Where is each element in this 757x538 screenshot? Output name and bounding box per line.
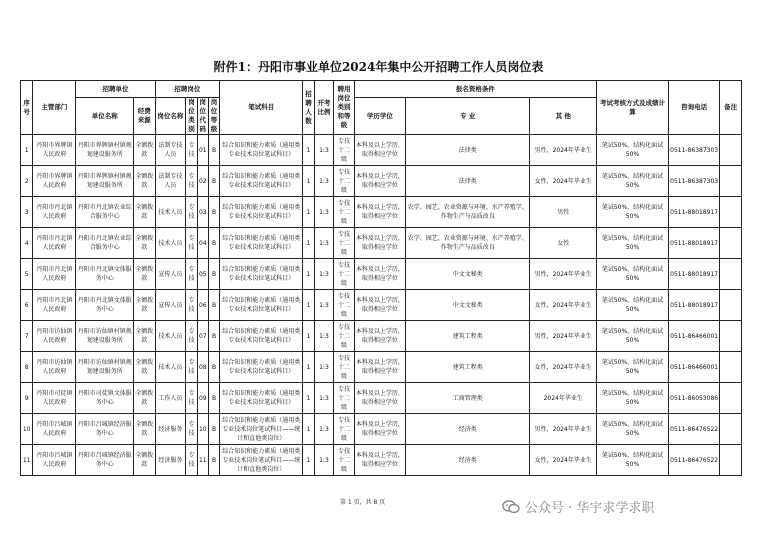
cell-dept: 丹阳市界牌镇人民政府	[33, 166, 76, 197]
table-body	[21, 135, 742, 476]
cell-phone: 0511-88018917	[668, 290, 719, 321]
cell-post-code: 04	[197, 228, 208, 259]
cell-major: 中文文秘类	[406, 259, 530, 290]
table-row	[21, 445, 742, 476]
cell-education: 本科及以上学历，取得相应学位	[354, 383, 405, 414]
cell-post-name: 经济服务	[155, 445, 186, 476]
cell-exam-subject: 综合知识和能力素质（通用类专业技术岗位笔试科目）	[220, 166, 303, 197]
cell-other: 女性，2024年毕业生	[530, 166, 597, 197]
table-row	[21, 290, 742, 321]
cell-dept: 丹阳市吕城镇人民政府	[33, 414, 76, 445]
header-major: 专 业	[406, 98, 530, 135]
cell-education: 本科及以上学历，取得相应学位	[354, 290, 405, 321]
cell-method: 笔试50%，结构化面试50%	[597, 135, 669, 166]
cell-seq: 8	[21, 352, 33, 383]
cell-major: 农学、园艺、农业资源与环境、水产养殖学、作物生产与品质改良	[406, 228, 530, 259]
cell-seq: 10	[21, 414, 33, 445]
cell-count: 1	[303, 383, 314, 414]
cell-post-level: 专技十二级	[334, 445, 355, 476]
header-post-code: 岗位代码	[197, 98, 208, 135]
header-seq: 序号	[21, 81, 33, 135]
cell-post-name: 经济服务	[155, 414, 186, 445]
cell-phone: 0511-88018917	[668, 259, 719, 290]
cell-education: 本科及以上学历，取得相应学位	[354, 166, 405, 197]
cell-count: 1	[303, 135, 314, 166]
cell-post-grade: B	[208, 352, 219, 383]
cell-post-code: 05	[197, 259, 208, 290]
cell-exam-subject: 综合知识和能力素质（通用类专业技术岗位笔试科目——统计和直他类岗位）	[220, 445, 303, 476]
cell-method: 笔试50%，结构化面试50%	[597, 259, 669, 290]
cell-seq: 11	[21, 445, 33, 476]
table-row	[21, 166, 742, 197]
cell-unit-name: 丹阳市司徒镇文体服务中心	[76, 383, 134, 414]
cell-post-type: 专技	[186, 445, 197, 476]
cell-exam-subject: 综合知识和能力素质（通用类专业技术岗位笔试科目）	[220, 197, 303, 228]
cell-phone: 0511-86466001	[668, 321, 719, 352]
cell-seq: 2	[21, 166, 33, 197]
cell-major: 经济类	[406, 445, 530, 476]
header-note: 备注	[720, 81, 742, 135]
cell-education: 本科及以上学历，取得相应学位	[354, 414, 405, 445]
cell-ratio: 1:3	[314, 228, 334, 259]
header-funding: 经费来源	[133, 98, 155, 135]
cell-ratio: 1:3	[314, 290, 334, 321]
header-ratio: 开考比例	[314, 81, 334, 135]
cell-post-name: 法制专技人员	[155, 135, 186, 166]
cell-post-code: 08	[197, 352, 208, 383]
cell-dept: 丹阳市访仙镇人民政府	[33, 352, 76, 383]
cell-other: 男性	[530, 197, 597, 228]
cell-post-level: 专技十二级	[334, 383, 355, 414]
header-education: 学历学位	[354, 98, 405, 135]
cell-unit-name: 丹阳市丹北镇文体服务中心	[76, 259, 134, 290]
cell-funding: 全额拨款	[133, 228, 155, 259]
cell-dept: 丹阳市访仙镇人民政府	[33, 321, 76, 352]
cell-funding: 全额拨款	[133, 197, 155, 228]
header-conditions-group: 报名资格条件	[354, 81, 596, 98]
cell-seq: 1	[21, 135, 33, 166]
cell-funding: 全额拨款	[133, 445, 155, 476]
cell-ratio: 1:3	[314, 135, 334, 166]
cell-dept: 丹阳市丹北镇人民政府	[33, 259, 76, 290]
cell-exam-subject: 综合知识和能力素质（通用类专业技术岗位笔试科目）	[220, 352, 303, 383]
cell-other: 男性，2024年毕业生	[530, 259, 597, 290]
cell-post-code: 03	[197, 197, 208, 228]
cell-unit-name: 丹阳市丹北镇文体服务中心	[76, 290, 134, 321]
cell-funding: 全额拨款	[133, 290, 155, 321]
cell-method: 笔试50%，结构化面试50%	[597, 197, 669, 228]
cell-major: 中文文秘类	[406, 290, 530, 321]
cell-other: 女性，2024年毕业生	[530, 352, 597, 383]
cell-ratio: 1:3	[314, 197, 334, 228]
cell-post-type: 专技	[186, 197, 197, 228]
cell-count: 1	[303, 197, 314, 228]
cell-post-type: 专技	[186, 135, 197, 166]
cell-post-grade: B	[208, 197, 219, 228]
cell-dept: 丹阳市吕城镇人民政府	[33, 445, 76, 476]
cell-post-type: 专技	[186, 228, 197, 259]
cell-ratio: 1:3	[314, 166, 334, 197]
header-post-group: 招聘岗位	[155, 81, 220, 98]
cell-unit-name: 丹阳市访仙镇村镇规划建设服务所	[76, 352, 134, 383]
cell-exam-subject: 综合知识和能力素质（通用类专业技术岗位笔试科目）	[220, 321, 303, 352]
cell-post-grade: B	[208, 228, 219, 259]
cell-post-level: 专技十二级	[334, 166, 355, 197]
cell-note	[720, 414, 742, 445]
cell-phone: 0511-86053086	[668, 383, 719, 414]
cell-major: 经济类	[406, 414, 530, 445]
cell-other: 男性，2024年毕业生	[530, 321, 597, 352]
header-post-type: 岗位类别	[186, 98, 197, 135]
cell-count: 1	[303, 259, 314, 290]
cell-seq: 5	[21, 259, 33, 290]
cell-note	[720, 383, 742, 414]
table-row	[21, 352, 742, 383]
cell-phone: 0511-86476522	[668, 445, 719, 476]
cell-post-type: 专技	[186, 383, 197, 414]
cell-phone: 0511-86387303	[668, 166, 719, 197]
cell-method: 笔试50%，结构化面试50%	[597, 290, 669, 321]
cell-post-type: 专技	[186, 321, 197, 352]
cell-ratio: 1:3	[314, 445, 334, 476]
cell-dept: 丹阳市丹北镇人民政府	[33, 290, 76, 321]
cell-note	[720, 321, 742, 352]
cell-unit-name: 丹阳市丹北镇农业综合服务中心	[76, 197, 134, 228]
cell-dept: 丹阳市界牌镇人民政府	[33, 135, 76, 166]
cell-post-name: 宣传人员	[155, 290, 186, 321]
cell-note	[720, 228, 742, 259]
cell-unit-name: 丹阳市界牌镇村镇规划建设服务所	[76, 166, 134, 197]
cell-major: 建筑工程类	[406, 352, 530, 383]
header-phone: 咨询电话	[668, 81, 719, 135]
cell-other: 男性，2024年毕业生	[530, 414, 597, 445]
cell-post-grade: B	[208, 414, 219, 445]
cell-unit-name: 丹阳市吕城镇经济服务中心	[76, 445, 134, 476]
cell-phone: 0511-86387303	[668, 135, 719, 166]
cell-note	[720, 259, 742, 290]
header-post-level: 聘用岗位类别和等级	[334, 81, 355, 135]
header-method: 考试考核方式及成绩计算	[597, 81, 669, 135]
cell-exam-subject: 综合知识和能力素质（通用类专业技术岗位笔试科目）	[220, 228, 303, 259]
cell-phone: 0511-88018917	[668, 228, 719, 259]
cell-post-level: 专技十二级	[334, 197, 355, 228]
cell-note	[720, 135, 742, 166]
cell-dept: 丹阳市丹北镇人民政府	[33, 197, 76, 228]
cell-exam-subject: 综合知识和能力素质（通用类专业技术岗位笔试科目）	[220, 259, 303, 290]
cell-major: 工商管理类	[406, 383, 530, 414]
cell-post-type: 专技	[186, 352, 197, 383]
cell-post-name: 技术人员	[155, 352, 186, 383]
header-exam-subject: 笔试科目	[220, 81, 303, 135]
cell-note	[720, 166, 742, 197]
cell-other: 女性，2024年毕业生	[530, 290, 597, 321]
cell-phone: 0511-88018917	[668, 197, 719, 228]
cell-ratio: 1:3	[314, 383, 334, 414]
cell-ratio: 1:3	[314, 414, 334, 445]
cell-post-grade: B	[208, 321, 219, 352]
cell-seq: 9	[21, 383, 33, 414]
cell-post-grade: B	[208, 445, 219, 476]
cell-method: 笔试50%，结构化面试50%	[597, 321, 669, 352]
table-row	[21, 135, 742, 166]
cell-post-code: 09	[197, 383, 208, 414]
cell-other: 2024年毕业生	[530, 383, 597, 414]
watermark	[502, 497, 654, 516]
wechat-official-account-icon	[502, 500, 520, 514]
cell-method: 笔试50%，结构化面试50%	[597, 352, 669, 383]
cell-education: 本科及以上学历，取得相应学位	[354, 321, 405, 352]
cell-funding: 全额拨款	[133, 352, 155, 383]
cell-seq: 4	[21, 228, 33, 259]
header-dept: 主管部门	[33, 81, 76, 135]
cell-seq: 7	[21, 321, 33, 352]
cell-count: 1	[303, 290, 314, 321]
header-count: 招聘人数	[303, 81, 314, 135]
cell-dept: 丹阳市丹北镇人民政府	[33, 228, 76, 259]
cell-ratio: 1:3	[314, 352, 334, 383]
cell-note	[720, 445, 742, 476]
cell-major: 农学、园艺、农业资源与环境、水产养殖学、作物生产与品质改良	[406, 197, 530, 228]
cell-post-grade: B	[208, 383, 219, 414]
header-unit-group: 招聘单位	[76, 81, 155, 98]
cell-post-name: 工作人员	[155, 383, 186, 414]
cell-exam-subject: 综合知识和能力素质（通用类专业技术岗位笔试科目）	[220, 383, 303, 414]
cell-unit-name: 丹阳市丹北镇农业综合服务中心	[76, 228, 134, 259]
cell-funding: 全额拨款	[133, 383, 155, 414]
header-post-name: 岗位名称	[155, 98, 186, 135]
cell-count: 1	[303, 166, 314, 197]
cell-education: 本科及以上学历，取得相应学位	[354, 352, 405, 383]
table-row	[21, 228, 742, 259]
cell-count: 1	[303, 228, 314, 259]
job-positions-table	[20, 80, 742, 476]
cell-method: 笔试50%，结构化面试50%	[597, 383, 669, 414]
cell-note	[720, 290, 742, 321]
cell-funding: 全额拨款	[133, 321, 155, 352]
cell-seq: 3	[21, 197, 33, 228]
cell-phone: 0511-86476522	[668, 414, 719, 445]
cell-ratio: 1:3	[314, 321, 334, 352]
cell-exam-subject: 综合知识和能力素质（通用类专业技术岗位笔试科目）	[220, 135, 303, 166]
cell-post-name: 技术人员	[155, 321, 186, 352]
cell-ratio: 1:3	[314, 259, 334, 290]
table-row	[21, 321, 742, 352]
cell-post-code: 11	[197, 445, 208, 476]
header-unit-name: 单位名称	[76, 98, 134, 135]
cell-funding: 全额拨款	[133, 259, 155, 290]
cell-post-code: 02	[197, 166, 208, 197]
cell-post-level: 专技十二级	[334, 321, 355, 352]
cell-count: 1	[303, 321, 314, 352]
table-row	[21, 259, 742, 290]
cell-post-grade: B	[208, 290, 219, 321]
cell-post-code: 07	[197, 321, 208, 352]
header-post-grade: 岗位等级	[208, 98, 219, 135]
table-row	[21, 383, 742, 414]
cell-dept: 丹阳市司徒镇人民政府	[33, 383, 76, 414]
cell-post-grade: B	[208, 135, 219, 166]
watermark-text: 公众号 · 华宇求学求职	[525, 501, 655, 516]
cell-post-level: 专技十二级	[334, 290, 355, 321]
table-row	[21, 414, 742, 445]
cell-count: 1	[303, 352, 314, 383]
cell-post-grade: B	[208, 166, 219, 197]
cell-unit-name: 丹阳市吕城镇经济服务中心	[76, 414, 134, 445]
cell-education: 本科及以上学历，取得相应学位	[354, 228, 405, 259]
cell-post-name: 宣传人员	[155, 259, 186, 290]
cell-method: 笔试50%，结构化面试50%	[597, 445, 669, 476]
cell-exam-subject: 综合知识和能力素质（通用类专业技术岗位笔试科目——统计和直他类岗位）	[220, 414, 303, 445]
cell-funding: 全额拨款	[133, 414, 155, 445]
cell-major: 建筑工程类	[406, 321, 530, 352]
cell-other: 男性，2024年毕业生	[530, 135, 597, 166]
cell-post-name: 技术人员	[155, 197, 186, 228]
cell-note	[720, 197, 742, 228]
cell-funding: 全额拨款	[133, 135, 155, 166]
cell-education: 本科及以上学历，取得相应学位	[354, 197, 405, 228]
cell-major: 法律类	[406, 135, 530, 166]
cell-education: 本科及以上学历，取得相应学位	[354, 135, 405, 166]
cell-post-type: 专技	[186, 166, 197, 197]
cell-post-name: 技术人员	[155, 228, 186, 259]
cell-phone: 0511-86466001	[668, 352, 719, 383]
cell-post-level: 专技十二级	[334, 352, 355, 383]
table-row	[21, 197, 742, 228]
cell-post-code: 10	[197, 414, 208, 445]
cell-note	[720, 352, 742, 383]
cell-method: 笔试50%，结构化面试50%	[597, 414, 669, 445]
cell-post-grade: B	[208, 259, 219, 290]
cell-seq: 6	[21, 290, 33, 321]
cell-exam-subject: 综合知识和能力素质（通用类专业技术岗位笔试科目）	[220, 290, 303, 321]
cell-post-level: 专技十二级	[334, 259, 355, 290]
cell-post-type: 专技	[186, 414, 197, 445]
cell-post-code: 01	[197, 135, 208, 166]
cell-method: 笔试50%，结构化面试50%	[597, 166, 669, 197]
cell-education: 本科及以上学历，取得相应学位	[354, 259, 405, 290]
cell-post-type: 专技	[186, 290, 197, 321]
cell-post-type: 专技	[186, 259, 197, 290]
cell-post-level: 专技十二级	[334, 228, 355, 259]
cell-method: 笔试50%，结构化面试50%	[597, 228, 669, 259]
cell-other: 女性，2024年毕业生	[530, 445, 597, 476]
header-other: 其 他	[530, 98, 597, 135]
cell-count: 1	[303, 445, 314, 476]
cell-post-name: 法制专技人员	[155, 166, 186, 197]
cell-education: 本科及以上学历，取得相应学位	[354, 445, 405, 476]
document-title: 附件1：丹阳市事业单位2024年集中公开招聘工作人员岗位表	[213, 60, 544, 74]
cell-funding: 全额拨款	[133, 166, 155, 197]
cell-unit-name: 丹阳市界牌镇村镇规划建设服务所	[76, 135, 134, 166]
cell-other: 女性	[530, 228, 597, 259]
cell-post-level: 专技十二级	[334, 414, 355, 445]
page-footer: 第 1 页，共 8 页	[340, 499, 386, 506]
cell-count: 1	[303, 414, 314, 445]
cell-major: 法律类	[406, 166, 530, 197]
cell-unit-name: 丹阳市访仙镇村镇规划建设服务所	[76, 321, 134, 352]
cell-post-level: 专技十二级	[334, 135, 355, 166]
cell-post-code: 06	[197, 290, 208, 321]
